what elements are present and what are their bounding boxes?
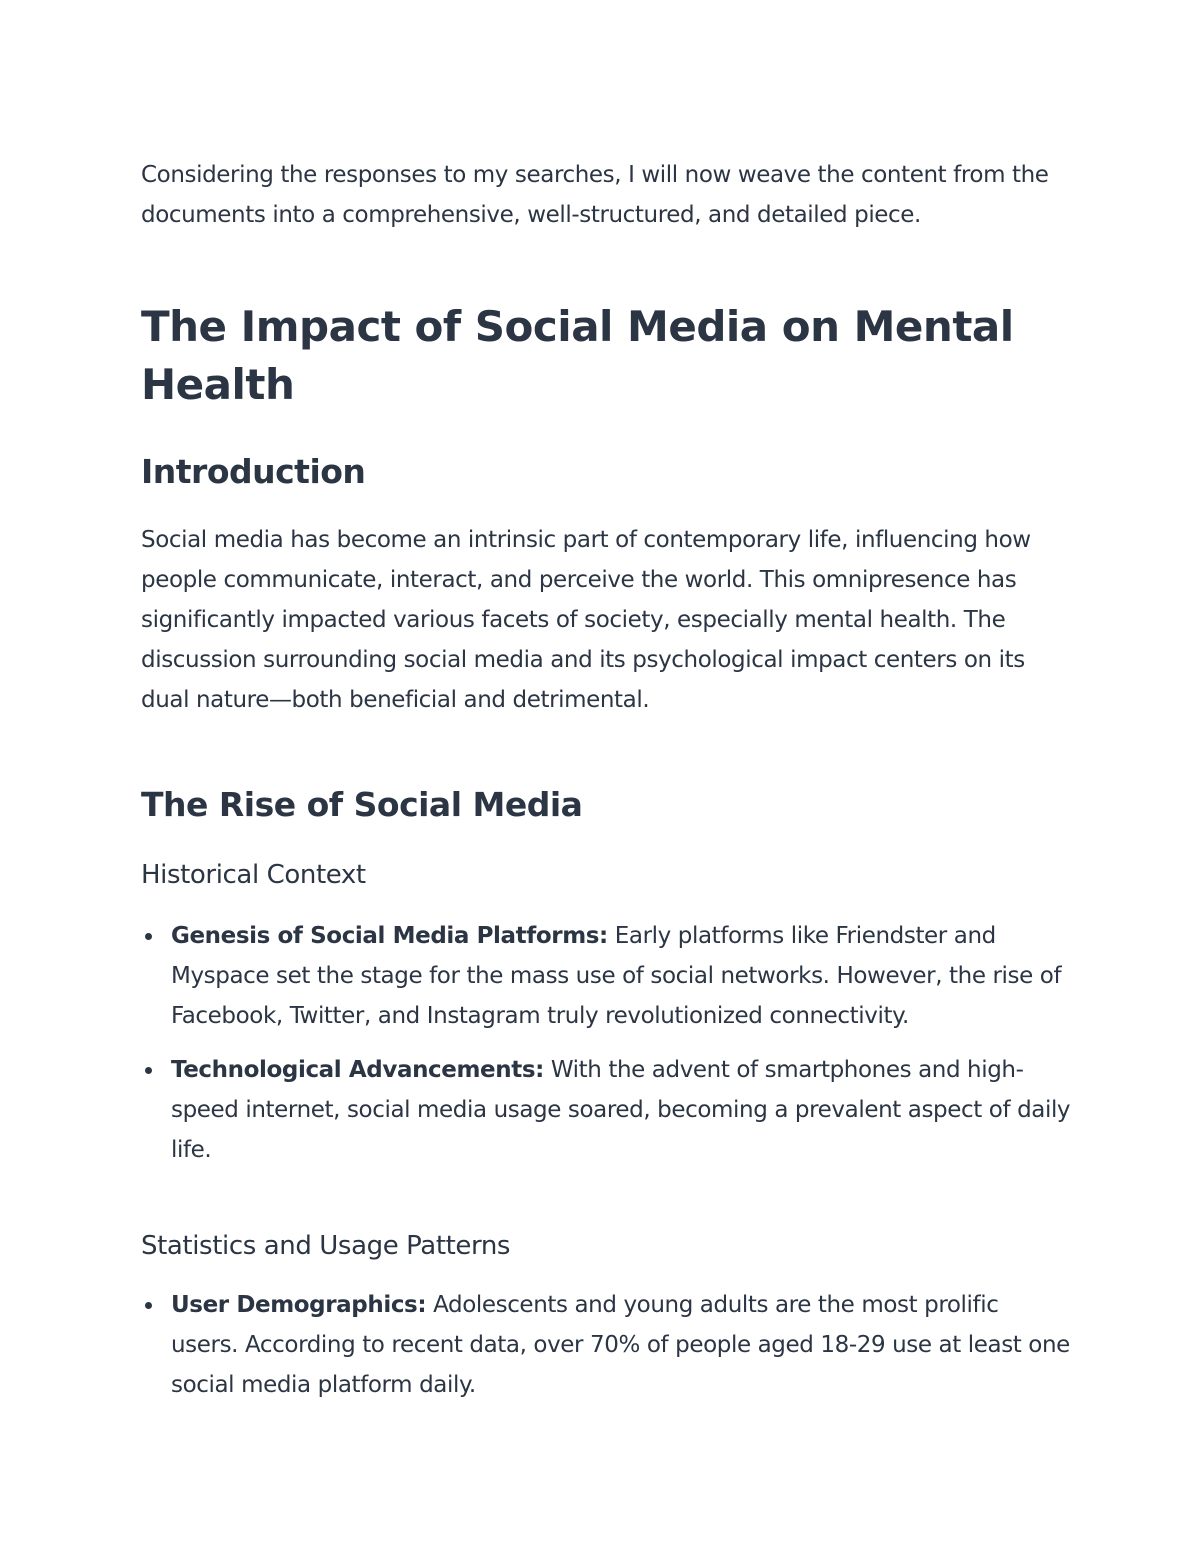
bullet-icon: [145, 1302, 152, 1309]
page-title: The Impact of Social Media on Mental Health: [141, 302, 1014, 409]
historical-context-heading: Historical Context: [141, 860, 366, 890]
list-item-term: Genesis of Social Media Platforms:: [171, 923, 608, 949]
rise-heading: The Rise of Social Media: [141, 785, 583, 824]
intro-note: Considering the responses to my searches, I will now weave the content from the documents into a comprehensive, well-structured, and detailed piece.: [141, 162, 1049, 228]
statistics-heading: Statistics and Usage Patterns: [141, 1231, 511, 1261]
list-item-term: Technological Advancements:: [171, 1057, 544, 1083]
list-item-text: Adolescents and young adults are the most prolific users. According to recent data, over 70% of people aged 18-29 use at least one social media platform daily.: [171, 1292, 1070, 1398]
list-item-term: User Demographics:: [171, 1292, 427, 1318]
bullet-icon: [145, 933, 152, 940]
bullet-icon: [145, 1067, 152, 1074]
list-item: [141, 1050, 1071, 1170]
list-item: [141, 1285, 1071, 1405]
introduction-heading: Introduction: [141, 452, 366, 491]
list-item-text: Early platforms like Friendster and Myspace set the stage for the mass use of social networks. However, the rise of Facebook, Twitter, and Instagram truly revolutionized connectivity.: [171, 923, 1062, 1029]
introduction-paragraph: Social media has become an intrinsic part of contemporary life, influencing how people communicate, interact, and perceive the world. This omnipresence has significantly impacted various facets of society, especially mental health. The discussion surrounding social media and its psychological impact centers on its dual nature—both beneficial and detrimental.: [141, 527, 1031, 713]
list-item-text: With the advent of smartphones and high-speed internet, social media usage soared, becoming a prevalent aspect of daily life.: [171, 1057, 1071, 1163]
list-item: [141, 916, 1071, 1036]
statistics-list: [141, 1285, 1071, 1419]
historical-context-list: [141, 916, 1071, 1184]
